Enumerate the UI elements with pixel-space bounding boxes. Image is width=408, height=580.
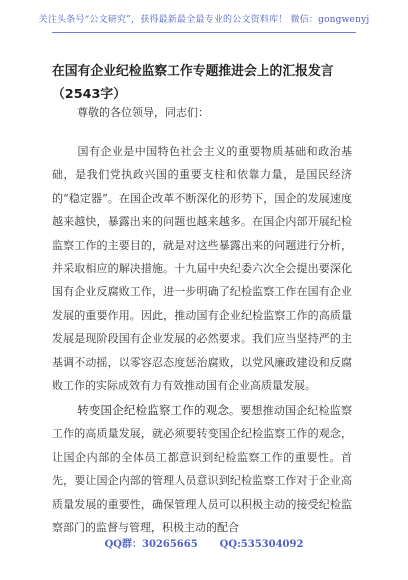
section-heading: 转变国企纪检监察工作的观念 [77, 403, 230, 417]
paragraph-2-text: 。要想推动国企纪检监察工作的高质量发展，就必须要转变国企纪检监察工作的观念，让国企内部的全体员工都意识到纪检监察工作的重要性。首先，要让国企内部的管理人员意识到纪检监察工作对于企业高质量发展的重要性，确保管理人员可以积极主动的接受纪检监察部门的监督与管理，积极主动的配合 [52, 404, 352, 535]
footer-qq-group: QQ群：30265665 [104, 539, 198, 550]
paragraph-1-text: 国有企业是中国特色社会主义的重要物质基础和政治基础，是我们党执政兴国的重要支柱和依靠力量，是国民经济的“稳定器”。在国企改革不断深化的形势下，国企的发展速度越来越快，暴露出来的问题也越来越多。在国企内部开展纪检监察工作的主要目的，就是对这些暴露出来的问题进行分析，并采取相应的解决措施。十九届中央纪委六次全会提出要深化国有企业反腐败工作，进一步明确了纪检监察工作在国有企业发展的重要作用。因此，推动国有企业纪检监察工作的高质量发展是现阶段国有企业发展的必然要求。我们应当坚持严的主基调不动摇，以零容忍态度惩治腐败，以党风廉政建设和反腐败工作的实际成效有力有效推动国有企业高质量发展。 [52, 145, 352, 393]
header-divider [52, 32, 356, 33]
footer-qq: QQ:535304092 [219, 539, 304, 550]
paragraph-2 [52, 399, 352, 539]
page-footer [0, 535, 408, 550]
page-header-note: 关注头条号“公文研究”，获得最新最全最专业的公文资料库！ 微信：gongwenyj [38, 15, 370, 25]
paragraph-1 [52, 140, 352, 397]
document-title: 在国有企业纪检监察工作专题推进会上的汇报发言（2543字） [52, 64, 334, 102]
greeting: 尊敬的各位领导，同志们： [77, 106, 209, 119]
